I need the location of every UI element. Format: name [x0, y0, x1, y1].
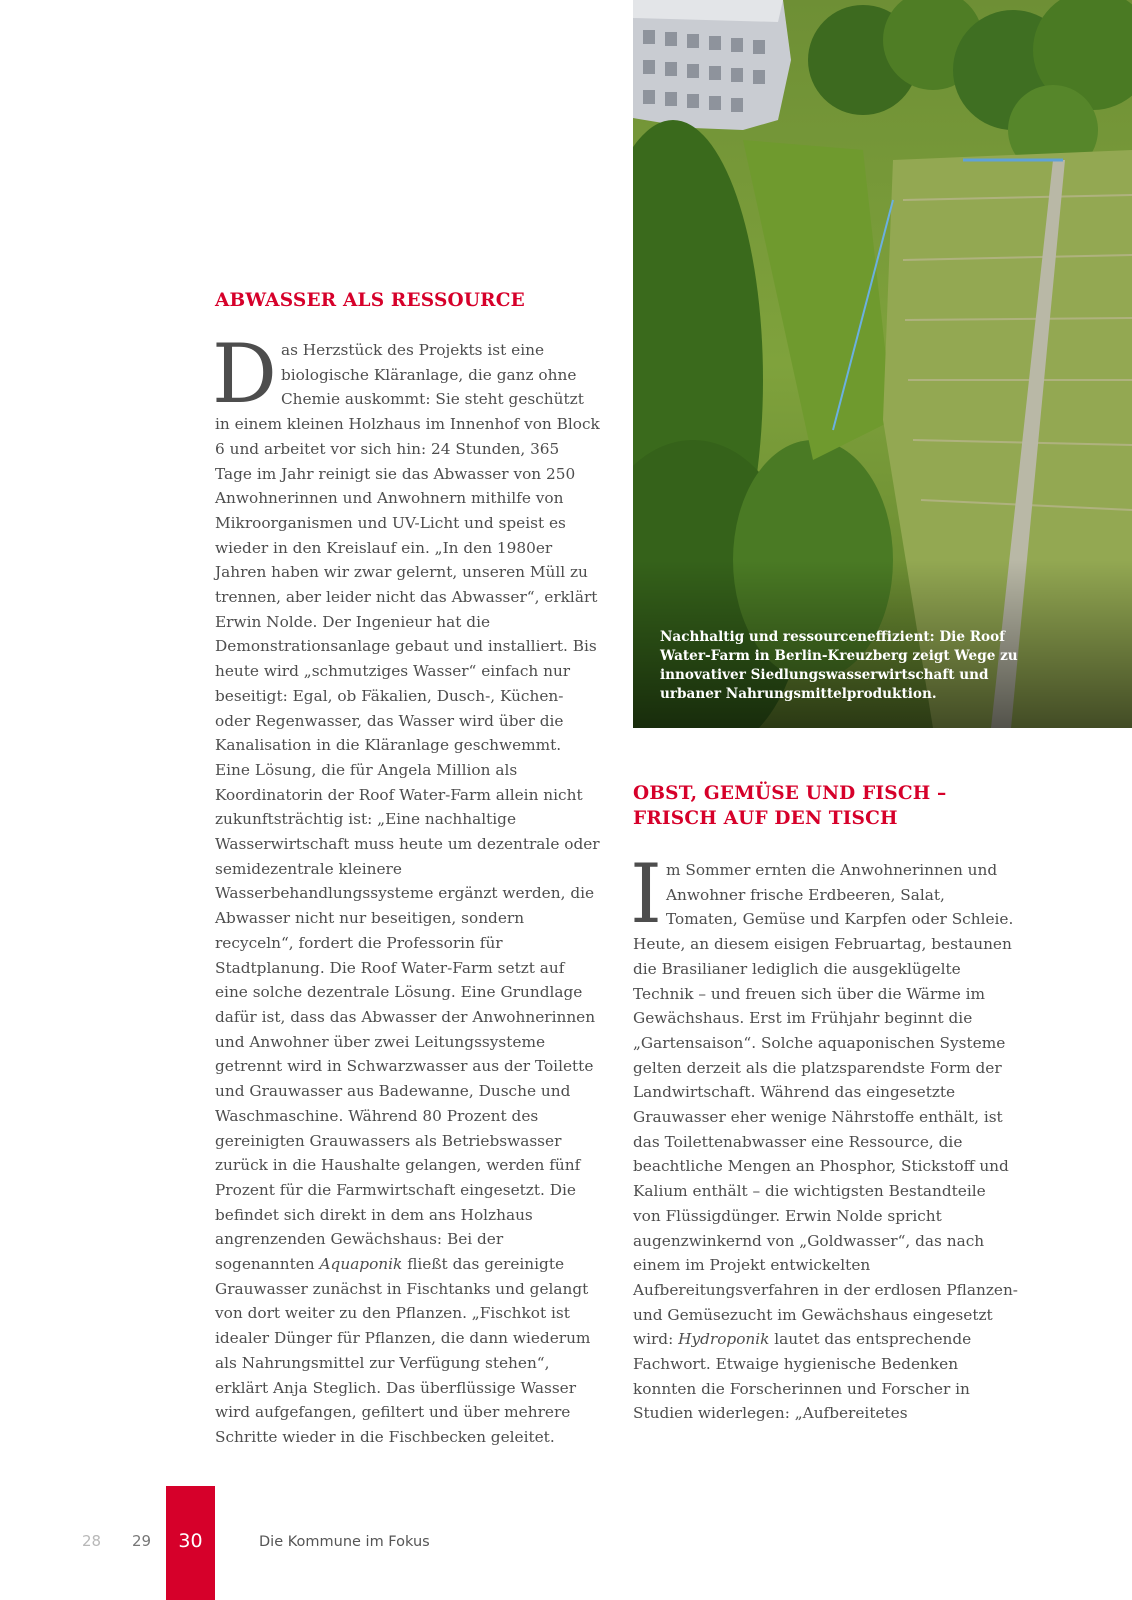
body-text: as Herzstück des Projekts ist eine biologische Kläranlage, die ganz ohne Chemie auskommt: Sie steht geschützt in einem kleinen Holzhaus im Innenhof von Block 6 und arbeitet vor sich hin: 24 Stunden, 365 Tage im Jahr reinigt sie das Abwasser von 250 Anwohnerinnen und Anwohnern mithilfe von Mikroorganismen und UV-Licht und speist es wieder in den Kreislauf ein. „In den 1980er Jahren haben wir zwar gelernt, unseren Müll zu trennen, aber leider nicht das Abwasser“, erklärt Erwin Nolde. Der Ingenieur hat die Demonstrationsanlage gebaut und installiert. Bis heute wird „schmutziges Wasser“ einfach nur beseitigt: Egal, ob Fäkalien, Dusch-, Küchen- oder Regenwasser, das Wasser wird über die Kanalisation in die Kläranlage geschwemmt. Eine Lösung, die für Angela Million als Koordinatorin der Roof Water-Farm allein nicht zukunftsträchtig ist: „Eine nachhaltige Wasserwirtschaft muss heute um dezentrale oder semidezentrale kleinere Wasserbehandlungssysteme ergänzt werden, die Abwasser nicht nur beseitigen, sondern recyceln“, fordert die Professorin für Stadtplanung. Die Roof Water-Farm setzt auf eine solche dezentrale Lösung. Eine Grundlage dafür ist, dass das Abwasser der Anwohnerinnen und Anwohner über zwei Leitungssysteme getrennt wird in Schwarzwasser aus der Toilette und Grauwasser aus Badewanne, Dusche und Waschmaschine. Während 80 Prozent des gereinigten Grauwassers als Betriebswasser zurück in die Haushalte gelangen, werden fünf Prozent für die Farmwirtschaft eingesetzt. Die befindet sich direkt in dem ans Holzhaus angrenzenden Gewächshaus: Bei der sogenannten: [215, 341, 600, 1274]
section-heading-abwasser: ABWASSER ALS RESSOURCE: [215, 290, 525, 311]
term-aquaponik: Aquaponik: [319, 1255, 403, 1274]
dropcap: D: [212, 328, 277, 422]
article-column-left: [212, 328, 600, 1450]
heading-line-1: OBST, GEMÜSE UND FISCH –: [633, 783, 947, 804]
section-title: Die Kommune im Fokus: [259, 1534, 430, 1550]
article-column-right: [630, 848, 1018, 1426]
page-number-current: 30: [178, 1530, 203, 1552]
page-number-28[interactable]: 28: [82, 1532, 102, 1550]
body-text: m Sommer ernten die Anwohnerinnen und Anwohner frische Erdbeeren, Salat, Tomaten, Gemüse und Karpfen oder Schleie. Heute, an diesem eisigen Februartag, bestaunen die Brasilianer lediglich die ausgeklügelte Technik – und freuen sich über die Wärme im Gewächshaus. Erst im Frühjahr beginnt die „Gartensaison“. Solche aquaponischen Systeme gelten derzeit als die platzsparendste Form der Landwirtschaft. Während das eingesetzte Grauwasser eher wenige Nährstoffe enthält, ist das Toilettenabwasser eine Ressource, die beachtliche Mengen an Phosphor, Stickstoff und Kalium enthält – die wichtigsten Bestandteile von Flüssigdünger. Erwin Nolde spricht augenzwinkernd von „Goldwasser“, das nach einem im Projekt entwickelten Aufbereitungsverfahren in der erdlosen Pflanzen- und Gemüsezucht im Gewächshaus eingesetzt wird:: [633, 861, 1018, 1349]
roof-water-farm-photo: [633, 0, 1132, 728]
heading-line-2: FRISCH AUF DEN TISCH: [633, 808, 898, 829]
body-text: lautet das entsprechende Fachwort. Etwaige hygienische Bedenken konnten die Forscherinnen und Forscher in Studien widerlegen: „Aufbereitetes: [633, 1330, 972, 1423]
term-hydroponik: Hydroponik: [678, 1330, 770, 1349]
section-heading-obst: [633, 781, 947, 831]
page-number-29[interactable]: 29: [132, 1532, 152, 1550]
photo-caption: Nachhaltig und ressourceneffizient: Die Roof Water-Farm in Berlin-Kreuzberg zeigt Wege zu innovativer Siedlungswasserwirtschaft und urbaner Nahrungsmittelproduktion.: [660, 629, 1018, 702]
dropcap: I: [630, 848, 662, 942]
body-text: fließt das gereinigte Grauwasser zunächst in Fischtanks und gelangt von dort weiter zu den Pflanzen. „Fischkot ist idealer Dünger für Pflanzen, die dann wiederum als Nahrungsmittel zur Verfügung stehen“, erklärt Anja Steglich. Das überflüssige Wasser wird aufgefangen, gefiltert und über mehrere Schritte wieder in die Fischbecken geleitet.: [215, 1255, 591, 1446]
